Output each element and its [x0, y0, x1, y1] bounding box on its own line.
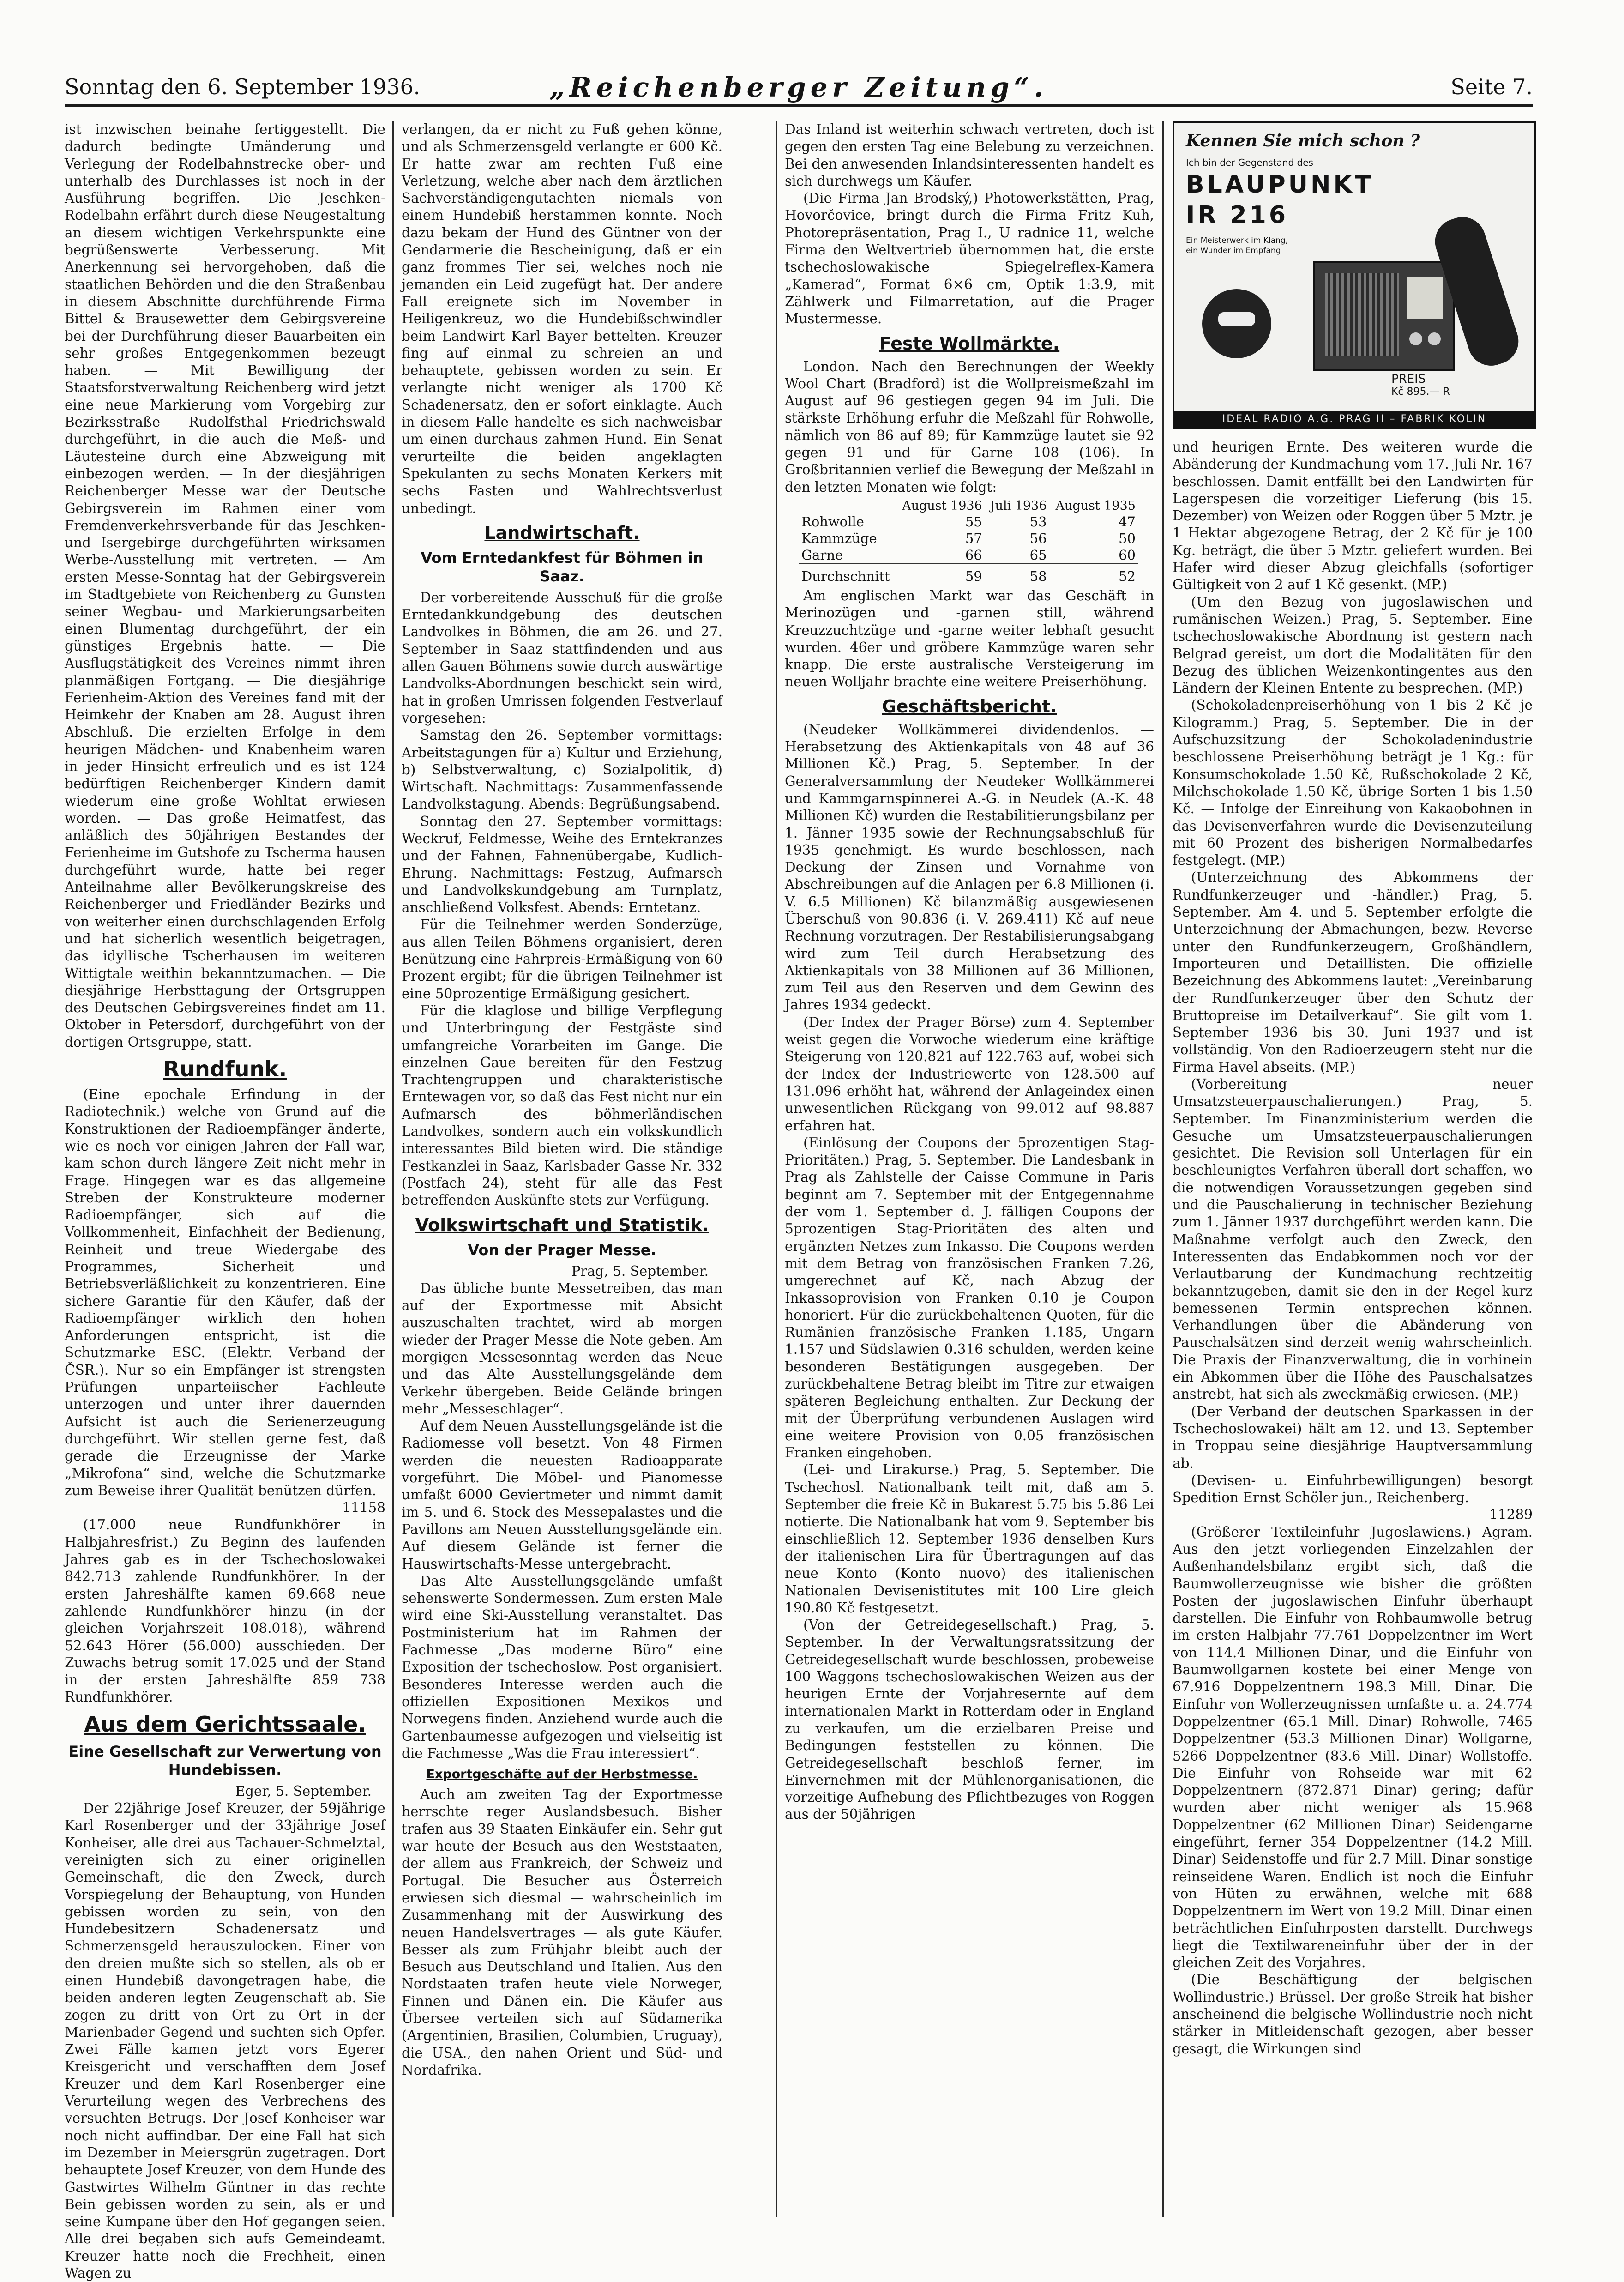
- article-text: (Um den Bezug von jugoslawischen und rumänischen Weizen.) Prag, 5. September. Eine tschechoslowakische Abordnung ist gestern nach Belgrad gereist, um dort die Modalitäten für den Bezug des üblichen Weizenkontingentes aus den Ländern der Kleinen Entente zu besprechen. (MP.): [1173, 594, 1533, 696]
- article-text: (Schokoladenpreiserhöhung von 1 bis 2 Kč je Kilogramm.) Prag, 5. September. Die in der Aufschuzsitzung der Schokoladenindustrie beschlossene Preiserhöhung beträgt je 1 Kg.: für Konsumschokolade 1.50 Kč, Rußschokolade 2 Kč, Milchschokolade 1.50 Kč, übrige Sorten 1 bis 1.50 Kč. — Infolge der Einreihung von Kakaobohnen in das Devisenverfahren wurde die Devisenzuteilung mit 60 Prozent des bisherigen Normalbedarfes festgelegt. (MP.): [1173, 697, 1533, 869]
- table-header-row: [799, 499, 1138, 513]
- table-cell: 57: [965, 530, 982, 546]
- article-text: und heurigen Ernte. Des weiteren wurde die Abänderung der Kundmachung vom 17. Juli Nr. 167 beschlossen. Damit entfällt bei den Landwirten für Lagerspesen die vorzeitiger Lieferung (bis 15. Dezember) von Weizen oder Roggen über 5 Mztr. je 1 Hektar abgezogene Betrag, der 2 Kč für je 100 Kg. beträgt, die über 5 Mztr. geliefert wurden. Bei Hafer wird dieser Abzug gleichfalls (sofortiger Gültigkeit von 2 auf 1 Kč gesenkt. (MP.): [1173, 439, 1533, 593]
- ad-price: Kč 895.— R: [1391, 386, 1450, 398]
- table-cell: 59: [896, 564, 985, 585]
- wool-index-table: [799, 499, 1138, 585]
- article-text: Der vorbereitende Ausschuß für die große Erntedankkundgebung des deutschen Landvolkes in Böhmen, die am 26. und 27. September in Saaz stattfindenden und aus allen Gauen Böhmens sowie durch auswärtige Landvolks-Abordnungen beschickt sein wird, hat in großen Umrissen folgenden Festverlauf vorgesehen:: [402, 589, 722, 726]
- table-cell: 58: [985, 564, 1050, 585]
- column-rule: [392, 121, 394, 2217]
- article-text: Auch am zweiten Tag der Exportmesse herrschte reger Auslandsbesuch. Bisher trafen aus 39 Staaten Einkäufer ein. Sehr gut war heute der Besuch aus den Weststaaten, der allem aus Frankreich, der Schweiz und Portugal. Die Besucher aus Österreich erwiesen sich diesmal — wahrscheinlich im Zusammenhang mit der Auswirkung des neuen Handelsvertrages — als gute Käufer. Besser als zum Frühjahr bleibt auch der Besuch aus Deutschland und Italien. Aus den Nordstaaten trafen heute viele Norweger, Finnen und Dänen ein. Die Käufer aus Übersee verteilen sich auf Südamerika (Argentinien, Brasilien, Columbien, Uruguay), die USA., den nahen Orient und Süd- und Nordafrika.: [402, 1787, 722, 2078]
- section-heading-geschaeftsbericht: Geschäftsbericht.: [882, 696, 1057, 717]
- article-text: Der 22jährige Josef Kreuzer, der 59jährige Karl Rosenberger und der 33jährige Josef Konheiser, alle drei aus Tachauer-Schmelztal, vereinigten sich zu einer originellen Gemeinschaft, die den Zweck, durch Vorspiegelung der Behauptung, von Hunden gebissen worden zu sein, von den Hundebesitzern Schadenersatz und Schmerzensgeld herauszulocken. Einer von den dreien mußte sich so stellen, als ob er einen Hundebiß davongetragen habe, die beiden anderen legten Zeugenschaft ab. Sie zogen zu dritt von Ort zu Ort in der Marienbader Gegend und suchten sich Opfer. Zwei Fälle kamen jetzt vors Egerer Kreisgericht und verschafften dem Josef Kreuzer und dem Karl Rosenberger eine Verurteilung wegen des Verbrechens des versuchten Betrugs. Der Josef Konheiser war noch nicht auffindbar. Der eine Fall hat sich im Dezember in Meiersgrün zugetragen. Dort behauptete Josef Kreuzer, von dem Hunde des Gastwirtes Wilhelm Güntner in das rechte Bein gebissen worden zu sein, als er und seine Kumpane über den Hof gegangen seien. Alle drei begaben sich aufs Gemeindeamt. Kreuzer hatte noch die Frechheit, einen Wagen zu: [65, 1800, 385, 2282]
- article-text: Sonntag den 27. September vormittags: Weckruf, Feldmesse, Weihe des Erntekranzes und der Fahnen, Fahnenübergabe, Kudlich-Ehrung. Nachmittags: Festzug, Aufmarsch und Landvolkskundgebung am Turnplatz, anschließend Volksfest. Abends: Erntetanz.: [402, 813, 722, 916]
- table-cell: 55: [965, 513, 982, 530]
- table-cell: Garne: [801, 547, 843, 563]
- article-text: (Lei- und Lirakurse.) Prag, 5. September. Die Tschechosl. Nationalbank teilt mit, daß am 5. September die freie Kč in Bukarest 5.75 bis 5.86 Lei notierte. Die Nationalbank hat vom 9. September bis einschließlich 12. September 1936 denselben Kurs der italienischen Lira für Übertragungen auf das neue Konto (Konto nuovo) des italienischen Nationalen Devisenistitutes mit 100 Lire gleich 190.80 Kč festgesetzt.: [785, 1462, 1154, 1616]
- table-header-cell: August 1936: [902, 498, 982, 513]
- article-text: (Die Firma Jan Brodský,) Photowerkstätten, Prag, Hovorčovice, bringt durch die Firma Fritz Kuh, Photorepräsentation, Prag I., U radnice 11, welche Firma den Weltvertrieb übernommen hat, die erste tschechoslowakische Spiegelreflex-Kamera „Kamerad“, Format 6×6 cm, Optik 1:3.9, mit Zählwerk und Filmarretation, auf die Prager Mustermesse.: [785, 190, 1154, 327]
- article-text: (Die Beschäftigung der belgischen Wollindustrie.) Brüssel. Der große Streik hat bisher anscheinend die belgische Wollindustrie noch nicht stärker in Mitleidenschaft gezogen, aber besser gesagt, die Wirkungen sind: [1173, 1972, 1533, 2057]
- table-row: [799, 547, 1138, 564]
- article-text: Für die Teilnehmer werden Sonderzüge, aus allen Teilen Böhmens organisiert, deren Benützung eine Fahrpreis-Ermäßigung von 60 Prozent ergibt; für die übrigen Teilnehmer ist eine 50prozentige Ermäßigung gesichert.: [402, 917, 722, 1002]
- column-3: [785, 121, 1154, 2217]
- ad-reference-number: 11289: [1489, 1507, 1533, 1523]
- table-cell: 50: [1119, 530, 1136, 546]
- table-cell: 52: [1050, 564, 1138, 585]
- column-2: [402, 121, 722, 2217]
- ad-price-label: PREIS: [1391, 372, 1426, 386]
- column-4: [1173, 439, 1533, 2217]
- article-text: (Devisen- u. Einfuhrbewilligungen) besorgt Spedition Ernst Schöler jun., Reichenberg.: [1173, 1472, 1533, 1506]
- ad-question: Kennen Sie mich schon ?: [1186, 131, 1420, 151]
- ad-intro: Ich bin der Gegenstand des: [1186, 157, 1313, 168]
- article-text: verlangen, da er nicht zu Fuß gehen könne, und als Schmerzensgeld verlangte er 600 Kč. Er hatte zwar am rechten Fuß eine Verletzung, welche aber nach dem ärztlichen Sachverständigengutachten niemals von einem Hundebiß herstammen konnte. Noch dazu bekam der Hund des Güntner von der Gendarmerie die Bescheinigung, daß er ein ganz frommes Tier sei, welches noch nie jemanden ein Leid zugefügt hat. Der andere Fall ereignete sich im November in Heiligenkreuz, wo die Hundebißschwindler beim Landwirt Karl Bayer bettelten. Kreuzer fing auf einmal zu schreien an und behauptete, gebissen worden zu sein. Er verlangte nicht weniger als 1700 Kč Schadenersatz, den er sofort einklagte. Auch in diesem Falle handelte es sich nachweisbar um einen durchaus zahmen Hund. Ein Senat verurteilte die beiden angeklagten Spekulanten zu sechs Monaten Kerkers mit sechs Fasten und Wahlrechtsverlust unbedingt.: [402, 121, 722, 516]
- article-text: Das Inland ist weiterhin schwach vertreten, doch ist gegen den ersten Tag eine Belebung zu verzeichnen. Bei den anwesenden Inlandsinteressenten handelt es sich durchwegs um Käufer.: [785, 121, 1154, 189]
- section-heading-gericht: Aus dem Gerichtssaale.: [84, 1711, 366, 1737]
- article-text: Für die klaglose und billige Verpflegung und Unterbringung der Festgäste sind umfangreiche Vorarbeiten im Gange. Die einzelnen Gaue bereiten für den Festzug Trachtengruppen und charakteristische Erntewagen vor, so daß das Fest nicht nur ein Aufmarsch des böhmerländischen Landvolkes, sondern auch ein volkskundlich interessantes Bild bieten wird. Die ständige Festkanzlei in Saaz, Karlsbader Gasse Nr. 332 (Postfach 24), steht für alle das Fest betreffenden Auskünfte stets zur Verfügung.: [402, 1002, 722, 1208]
- article-text: (17.000 neue Rundfunkhörer in Halbjahresfrist.) Zu Beginn des laufenden Jahres gab es in der Tschechoslowakei 842.713 zahlende Rundfunkhörer. In der ersten Jahreshälfte kamen 69.668 neue zahlende Rundfunkhörer hinzu (in der gleichen Vorjahrszeit 108.018), während 52.643 Hörer (56.000) ausschieden. Der Zuwachs betrug somit 17.025 und der Stand in der ersten Jahreshälfte 859 738 Rundfunkhörer.: [65, 1517, 385, 1705]
- dateline: Prag, 5. September.: [571, 1263, 709, 1279]
- section-heading-landwirtschaft: Landwirtschaft.: [484, 522, 640, 543]
- table-header-cell: August 1935: [1055, 498, 1136, 513]
- masthead: [65, 72, 1533, 107]
- knob-icon: [1409, 332, 1422, 345]
- table-cell: Durchschnitt: [799, 564, 896, 585]
- knob-icon: [1428, 332, 1441, 345]
- section-heading-rundfunk: Rundfunk.: [163, 1056, 287, 1082]
- table-average-row: [799, 564, 1138, 585]
- table-cell: 60: [1119, 547, 1136, 563]
- dateline: Eger, 5. September.: [235, 1783, 372, 1799]
- ad-slogan: Ein Meisterwerk im Klang, ein Wunder im Empfang: [1186, 236, 1288, 255]
- masthead-page-number: Seite 7.: [1450, 74, 1533, 99]
- article-text: Das übliche bunte Messetreiben, das man auf der Exportmesse mit Absicht auszuschalten trachtet, wird ab morgen wieder der Prager Messe die Note geben. Am morgigen Messesonntag werden das Neue und das Alte Ausstellungsgelände dem Verkehr übergeben. Beide Gelände bringen mehr „Messeschlager“.: [402, 1280, 722, 1417]
- table-cell: 65: [1029, 547, 1047, 563]
- article-text: London. Nach den Berechnungen der Weekly Wool Chart (Bradford) ist die Wollpreismeßzahl im August auf 96 gestiegen gegen 94 im Juli. Die stärkste Erhöhung erfuhr die Meßzahl für Rohwolle, nämlich von 86 auf 89; für Kammzüge lautet sie 92 gegen 91 und für Garne 108 (106). In Großbritannien verlief die Bewegung der Meßzahl in den letzten Monaten wie folgt:: [785, 358, 1154, 495]
- ad-reference-number: 11158: [342, 1500, 385, 1516]
- section-heading-volkswirtschaft: Volkswirtschaft und Statistik.: [415, 1214, 709, 1235]
- table-cell: Rohwolle: [801, 513, 864, 530]
- article-headline: Eine Gesellschaft zur Verwertung von Hundebissen.: [68, 1742, 382, 1779]
- table-header-cell: Juli 1936: [990, 498, 1047, 513]
- column-rule: [1162, 121, 1164, 2217]
- table-cell: Kammzüge: [801, 530, 877, 546]
- ad-model: IR 216: [1186, 201, 1289, 229]
- table-row: [799, 530, 1138, 547]
- section-heading-wollmaerkte: Feste Wollmärkte.: [879, 333, 1060, 354]
- blaupunkt-advertisement: [1173, 121, 1536, 429]
- table-header-cell: [799, 499, 896, 513]
- column-1: [65, 121, 385, 2282]
- table-cell: 56: [1029, 530, 1047, 546]
- tuning-dial: [1407, 277, 1443, 319]
- radio-illustration: [1313, 261, 1455, 371]
- article-subheading: Exportgeschäfte auf der Herbstmesse.: [426, 1767, 698, 1782]
- article-text: Das Alte Ausstellungsgelände umfaßt sehenswerte Sondermessen. Zum ersten Male wird eine Ski-Ausstellung veranstaltet. Das Postministerium hat im Rahmen der Fachmesse „Das moderne Büro“ eine Exposition der tschechoslow. Post organisiert. Besonderes Interesse werden auch die offiziellen Expositionen Mexikos und Norwegens finden. Anziehend wurde auch die Gartenbaumesse aufgezogen und vielseitig ist die Fachmesse „Was die Frau interessiert“.: [402, 1573, 722, 1761]
- article-text: (Größerer Textileinfuhr Jugoslawiens.) Agram. Aus den jetzt vorliegenden Einzelzahlen der Außenhandelsbilanz ergibt sich, daß die Baumwollerzeugnisse wie bisher die größten Posten der jugoslawischen Einfuhr überhaupt darstellen. Die Einfuhr von Rohbaumwolle betrug im ersten Halbjahr 77.761 Doppelzentner im Wert von 114.4 Millionen Dinar, und die Einfuhr von Baumwollgarnen kostete bei einer Menge von 67.916 Doppelzentnern 198.3 Mill. Dinar. Die Einfuhr von Wollerzeugnissen umfaßte u. a. 24.774 Doppelzentner (65.1 Mill. Dinar) Rohwolle, 7465 Doppelzentner (53.3 Millionen Dinar) Wollgarne, 5266 Doppelzentner (83.6 Mill. Dinar) Wollstoffe. Die Einfuhr von Rohseide war mit 62 Doppelzentnern (872.871 Dinar) gering; dafür wurden aber nicht weniger als 15.968 Doppelzentner (62 Millionen Dinar) Seidengarne eingeführt, ferner 354 Doppelzentner (14.2 Mill. Dinar) Seidenstoffe und für 2.7 Mill. Dinar sonstige reinseidene Waren. Endlich ist noch die Einfuhr von Hüten zu erwähnen, welche mit 688 Doppelzentnern im Wert von 19.2 Mill. Dinar einen beträchtlichen Einfuhrposten darstellt. Durchwegs liegt die Textilwareneinfuhr über der in der gleichen Zeit des Vorjahres.: [1173, 1524, 1533, 1971]
- eye-mask-icon: [1218, 312, 1255, 326]
- article-text: (Unterzeichnung des Abkommens der Rundfunkerzeuger und -händler.) Prag, 5. September. Am 4. und 5. September erfolgte die Unterzeichnung der Abmachungen, bezw. Reverse unter den Rundfunkerzeugern, Großhändlern, Importeuren und Detaillisten. Die offizielle Bezeichnung des Abkommens lautet: „Vereinbarung der Rundfunkerzeuger über den Schutz der Bruttopreise im Detailverkauf“. Sie gilt vom 1. September 1936 bis 30. Juni 1937 und ist vollständig. Von den Radioerzeugern steht nur die Firma Havel abseits. (MP.): [1173, 869, 1533, 1075]
- article-headline: Vom Erntedankfest für Böhmen in Saaz.: [421, 549, 704, 585]
- article-text: (Neudeker Wollkämmerei dividendenlos. — Herabsetzung des Aktienkapitals von 48 auf 36 Millionen Kč.) Prag, 5. September. In der Generalversammlung der Neudeker Wollkämmerei und Kammgarnspinnerei A.-G. in Neudek (A.-K. 48 Millionen Kč) wurden die Restabilitierungsbilanz per 1. Jänner 1935 sowie der Rechnungsabschluß für 1935 genehmigt. Es wurde beschlossen, nach Deckung der Zinsen und Vornahme von Abschreibungen auf die Anlagen per 6.8 Millionen (i. V. 6.5 Millionen) Kč bilanzmäßig ausgewiesenen Überschuß von 90.836 (i. V. 269.411) Kč auf neue Rechnung vorzutragen. Der Restabilisierungsabgang wird zum Teil durch Herabsetzung des Aktienkapitals von 38 Millionen auf 36 Millionen, zum Teil aus den Reserven und dem Gewinn des Jahres 1934 gedeckt.: [785, 721, 1154, 1013]
- masthead-title: „Reichenberger Zeitung“.: [549, 72, 1048, 103]
- article-text: Am englischen Markt war das Geschäft in Merinozügen und -garnen still, während Kreuzzuchtzüge und -garne weiter lebhaft gesucht wurden. 46er und gröbere Kammzüge waren sehr knapp. Die erste australische Versteigerung im neuen Wolljahr brachte eine weitere Preiserhöhung.: [785, 587, 1154, 690]
- face-illustration: [1202, 289, 1271, 358]
- article-text: (Der Verband der deutschen Sparkassen in der Tschechoslowakei) hält am 12. und 13. September in Troppau seine diesjährige Hauptversammlung ab.: [1173, 1403, 1533, 1471]
- article-text: (Von der Getreidegesellschaft.) Prag, 5. September. In der Verwaltungsratssitzung der Getreidegesellschaft wurde beschlossen, probeweise 100 Waggons tschechoslowakischen Weizen aus der heurigen Ernte der Vorjahresernte auf dem internationalen Markt in Rotterdam oder in England zu verkaufen, um die erzielbaren Preise und Bedingungen feststellen zu können. Die Getreidegesellschaft beschloß ferner, im Einvernehmen mit der Mühlenorganisationen, die vorzeitige Aufhebung des Pflichtbezuges von Roggen aus der 50jährigen: [785, 1617, 1154, 1823]
- speaker-grille: [1325, 273, 1399, 356]
- article-text: Samstag den 26. September vormittags: Arbeitstagungen für a) Kultur und Erziehung, b) Selbstverwaltung, c) Sozialpolitik, d) Wirtschaft. Nachmittags: Zusammenfassende Landvolkstagung. Abends: Begrüßungsabend.: [402, 727, 722, 812]
- table-row: [799, 513, 1138, 530]
- column-rule: [776, 121, 777, 2217]
- table-cell: 47: [1119, 513, 1136, 530]
- article-headline: Von der Prager Messe.: [468, 1241, 656, 1259]
- article-text: (Der Index der Prager Börse) zum 4. September weist gegen die Vorwoche wiederum eine kräftige Steigerung von 120.821 auf 122.763 auf, wobei sich der Index der Industriewerte von 128.500 auf 131.096 erhöht hat, während der Anlageindex einen unwesentlichen Rückgang von 99.012 auf 98.887 erfahren hat.: [785, 1014, 1154, 1134]
- article-text: Auf dem Neuen Ausstellungsgelände ist die Radiomesse voll besetzt. Von 48 Firmen werden die neuesten Radioapparate vorgeführt. Die Möbel- und Pianomesse umfaßt 6000 Geviertmeter und nimmt damit im 5. und 6. Stock des Messepalastes und die Pavillons am Neuen Ausstellungsgelände ein. Auf diesem Gelände ist ferner die Hauswirtschafts-Messe untergebracht.: [402, 1418, 722, 1572]
- article-text: (Vorbereitung neuer Umsatzsteuerpauschalierungen.) Prag, 5. September. Im Finanzministerium werden die Gesuche um Umsatzsteuerpauschalierungen gesichtet. Die Revision soll Unterlagen für ein beschleunigtes Verfahren überall dort schaffen, wo die notwendigen Voraussetzungen gegeben sind und die Pauschalierung in technischer Beziehung zum 1. Jänner 1937 durchgeführt werden kann. Die Maßnahme verfolgt auch den Zweck, den Interessenten das Endabkommen noch vor der Verlautbarung der Kundmachung rechtzeitig bekanntzugeben, damit sie den in der Regel kurz bemessenen Termin entsprechen können. Verhandlungen über die Abänderung von Pauschalsätzen sind derzeit wenig wahrscheinlich. Die Praxis der Finanzverwaltung, die in vorhinein ein Abkommen über die Höhe des Pauschalsatzes anstrebt, hat sich als zweckmäßig erwiesen. (MP.): [1173, 1076, 1533, 1402]
- article-text: ist inzwischen beinahe fertiggestellt. Die dadurch bedingte Umänderung und Verlegung der Rodelbahnstrecke ober- und unterhalb des Durchlasses ist noch in der Ausführung begriffen. Die Jeschken-Rodelbahn erfährt durch diese Neugestaltung an diesem wichtigen Verkehrspunkte eine begrüßenswerte Verbesserung. Mit Anerkennung sei hervorgehoben, daß die staatlichen Behörden und die den Straßenbau in diesem Abschnitte durchführende Firma Bittel & Brausewetter dem Gebirgsvereine bei der Durchführung dieser Bauarbeiten ein sehr großes Entgegenkommen bezeugt haben. — Mit Bewilligung der Staatsforstverwaltung Reichenberg wird jetzt eine neue Markierung vom Vorgebirg zur Bezirksstraße Rudolfsthal—Friedrichswald durchgeführt, in die auch die Meß- und Läutesteine durch eine Abzweigung mit einbezogen werden. — In der diesjährigen Reichenberger Messe war der Deutsche Gebirgsverein im Rahmen einer vom Fremdenverkehrsverbande für das Jeschken- und Isergebirge durchgeführten wirksamen Werbe-Ausstellung mit vertreten. — Am ersten Messe-Sonntag hat der Gebirgsverein im Stadtgebiete von Reichenberg zu Gunsten seiner Wegbau- und Markierungsarbeiten einen Blumentag durchgeführt, der ein günstiges Ergebnis hatte. — Die Ausflugstätigkeit des Vereines nimmt ihren planmäßigen Fortgang. — Die diesjährige Ferienheim-Aktion des Vereines fand mit der Heimkehr der Knaben am 28. August ihren Abschluß. Die erzielten Erfolge in dem heurigen Mädchen- und Knabenheim waren in jeder Hinsicht erfreulich und es ist 124 bedürftigen Reichenberger Kindern damit wiederum eine große Wohltat erwiesen worden. — Das große Heimatfest, das anläßlich des 50jährigen Bestandes der Ferienheime im Gutshofe zu Tscherma hausen durchgeführt wurde, hatte bei reger Anteilnahme aller Bevölkerungskreise des Reichenberger und Friedländer Bezirks und von weiterher einen durchschlagenden Erfolg und hat sicherlich wesentlich beigetragen, das idyllische Tscherhausen im weiteren Wittigtale weithin bekanntzumachen. — Die diesjährige Herbsttagung der Ortsgruppen des Deutschen Gebirgsvereines findet am 11. Oktober in Petersdorf, durchgeführt von der dortigen Ortsgruppe, statt.: [65, 121, 385, 1050]
- ad-footer: IDEAL RADIO A.G. PRAG II – FABRIK KOLIN: [1174, 411, 1534, 428]
- table-cell: 53: [1029, 513, 1047, 530]
- article-text: (Eine epochale Erfindung in der Radiotechnik.) welche von Grund auf die Konstruktionen der Radioempfänger änderte, wie es noch vor einigen Jahren der Fall war, kam schon durch längere Zeit nicht mehr in Frage. Hingegen war es das allgemeine Streben der Konstrukteure moderner Radioempfänger, sich auf die Vollkommenheit, Einfachheit der Bedienung, Reinheit und treue Wiedergabe des Programmes, Sicherheit und Betriebsverläßlichkeit zu konzentrieren. Eine sichere Garantie für den Käufer, daß der Radioempfänger wirklich den hohen Anforderungen entspricht, ist die Schutzmarke ESC. (Elektr. Verband der ČSR.). Nur so ein Empfänger ist strengsten Prüfungen unparteiischer Fachleute unterzogen und unter ihrer dauernden Aufsicht ist auch die Serienerzeugung durchgeführt. Wir stellen gerne fest, daß gerade die Erzeugnisse der Marke „Mikrofona“ sind, welche die Schutzmarke zum Beweise ihrer Qualität benützen dürfen.: [65, 1087, 385, 1498]
- article-text: (Einlösung der Coupons der 5prozentigen Stag-Prioritäten.) Prag, 5. September. Die Landesbank in Prag als Zahlstelle der Caisse Commune in Paris beginnt am 7. September mit der Entgegennahme der vom 1. September d. J. fälligen Coupons der 5prozentigen Stag-Prioritäten des alten und ergänzten Netzes zum Inkasso. Die Coupons werden mit dem Betrag von französischen Franken 7.26, umgerechnet auf Kč, nach Abzug der Inkassoprovision von Franken 0.10 je Coupon honoriert. Für die zurückbehaltenen Quoten, für die Rumänien französische Franken 1.185, Ungarn 1.157 und Südslawien 0.316 schulden, werden keine besonderen Bestätigungen ausgegeben. Der zurückbehaltene Betrag bleibt im Titre zur etwaigen späteren Begleichung enthalten. Zur Deckung der mit der Überprüfung verbundenen Auslagen wird eine weitere Provision von 0.05 französischen Franken eingehoben.: [785, 1135, 1154, 1461]
- ad-brand: BLAUPUNKT: [1186, 171, 1374, 199]
- table-cell: 66: [965, 547, 982, 563]
- masthead-date: Sonntag den 6. September 1936.: [65, 74, 421, 99]
